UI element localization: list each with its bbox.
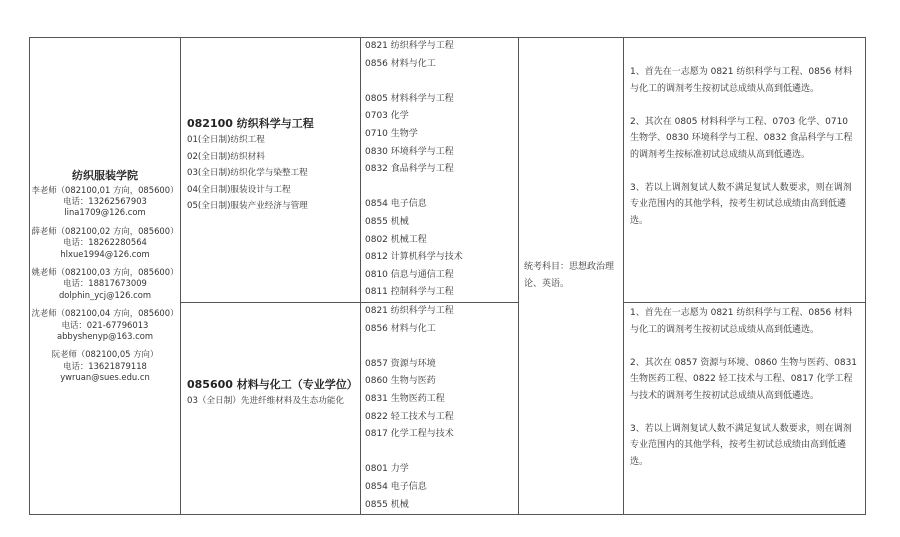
contact-ruan — [30, 349, 180, 383]
admission-table — [29, 37, 866, 515]
subject-item: 0821 纺织科学与工程 — [365, 306, 454, 316]
college-name: 纺织服装学院 — [72, 168, 138, 182]
exam-cell — [519, 38, 624, 515]
direction-item: 03（全日制）先进纤维材料及生态功能化 — [187, 396, 345, 406]
rule-text: 1、首先在一志愿为 0821 纺织科学与工程、0856 材料与化工的调剂考生按初试总成绩从高到低遴选。 — [630, 308, 853, 335]
contact-shen — [30, 308, 180, 342]
contact-email: hlxue1994@126.com — [60, 248, 150, 259]
subject-item: 0703 化学 — [365, 111, 409, 122]
subject-item: 0831 生物医药工程 — [365, 393, 445, 404]
rules-cell — [624, 38, 866, 303]
subject-item: 0860 生物与医药 — [365, 376, 436, 387]
contact-phone: 电话：18262280564 — [63, 237, 147, 248]
subject-item: 0856 材料与化工 — [365, 323, 436, 334]
subject-item: 0802 机械工程 — [365, 234, 427, 245]
subject-item: 0810 信息与通信工程 — [365, 269, 454, 280]
contact-teacher: 薛老师（082100,02 方向，085600） — [31, 225, 179, 236]
subject-item: 0710 生物学 — [365, 128, 418, 139]
contact-yao — [30, 267, 180, 301]
subject-item: 0812 计算机科学与技术 — [365, 252, 463, 263]
subject-item: 0830 环境科学与工程 — [365, 146, 454, 157]
direction-item: 03(全日制)纺织化学与染整工程 — [187, 168, 308, 179]
major-title: 082100 纺织科学与工程 — [187, 117, 314, 130]
direction-item: 05(全日制)服装产业经济与管理 — [187, 201, 308, 212]
contact-phone: 电话：021-67796013 — [61, 319, 149, 330]
subject-item: 0854 电子信息 — [365, 481, 427, 492]
subjects-cell — [361, 303, 519, 515]
subject-item: 0811 控制科学与工程 — [365, 287, 454, 298]
contact-teacher: 阮老师（082100,05 方向） — [51, 349, 159, 360]
subject-item: 0805 材料科学与工程 — [365, 93, 454, 104]
subject-item: 0822 轻工技术与工程 — [365, 411, 454, 422]
subject-item: 0856 材料与化工 — [365, 58, 436, 69]
contact-email: dolphin_ycj@126.com — [58, 289, 151, 300]
rule-text: 2、其次在 0857 资源与环境、0860 生物与医药、0831 生物医药工程、0822 轻工技术与工程、0817 化学工程与技术的调剂考生按初试总成绩从高到低遴选。 — [630, 357, 858, 401]
contact-teacher: 沈老师（082100,04 方向，085600） — [31, 308, 179, 319]
subject-item: 0817 化学工程与技术 — [365, 429, 454, 440]
contact-email: ywruan@sues.edu.cn — [60, 372, 150, 383]
rule-text: 3、若以上调剂复试人数不满足复试人数要求，则在调剂专业范围内的其他学科，按考生初试总成绩由高到低遴选。 — [630, 423, 852, 467]
table-row — [30, 38, 866, 303]
contact-phone: 电话：13262567903 — [63, 195, 147, 206]
contact-email: abbyshenyp@163.com — [56, 330, 154, 341]
major-cell-082100 — [181, 38, 361, 303]
subject-item: 0832 食品科学与工程 — [365, 164, 454, 175]
rule-text: 2、其次在 0805 材料科学与工程、0703 化学、0710 生物学、0830 环境科学与工程、0832 食品科学与工程的调剂考生按标准初试总成绩从高到低遴选。 — [630, 116, 853, 160]
rule-text: 1、首先在一志愿为 0821 纺织科学与工程、0856 材料与化工的调剂考生按初试总成绩从高到低遴选。 — [630, 67, 853, 94]
subject-item: 0821 纺织科学与工程 — [365, 41, 454, 51]
subject-item: 0857 资源与环境 — [365, 358, 436, 369]
contact-teacher: 姚老师（082100,03 方向，085600） — [31, 266, 179, 277]
major-cell-085600 — [181, 303, 361, 515]
college-cell — [30, 38, 181, 515]
subject-item: 0855 机械 — [365, 499, 409, 510]
direction-item: 01(全日制)纺织工程 — [187, 135, 265, 145]
subjects-cell — [361, 38, 519, 303]
rule-text: 3、若以上调剂复试人数不满足复试人数要求，则在调剂专业范围内的其他学科，按考生初试总成绩由高到低遴选。 — [630, 182, 852, 226]
subject-item: 0801 力学 — [365, 464, 409, 475]
direction-item: 02(全日制)纺织材料 — [187, 151, 265, 162]
contact-phone: 电话：13621879118 — [63, 360, 147, 371]
direction-item: 04(全日制)服装设计与工程 — [187, 184, 291, 195]
contact-phone: 电话：18817673009 — [63, 278, 147, 289]
exam-subjects-text: 统考科目：思想政治理论、英语。 — [524, 262, 615, 290]
major-title: 085600 材料与化工（专业学位） — [187, 378, 358, 391]
subject-item: 0854 电子信息 — [365, 199, 427, 210]
contact-xue — [30, 226, 180, 260]
contact-li — [30, 185, 180, 219]
contact-teacher: 李老师（082100,01 方向，085600） — [31, 184, 179, 195]
rules-cell — [624, 303, 866, 515]
contact-email: lina1709@126.com — [64, 207, 146, 218]
subject-item: 0855 机械 — [365, 216, 409, 227]
